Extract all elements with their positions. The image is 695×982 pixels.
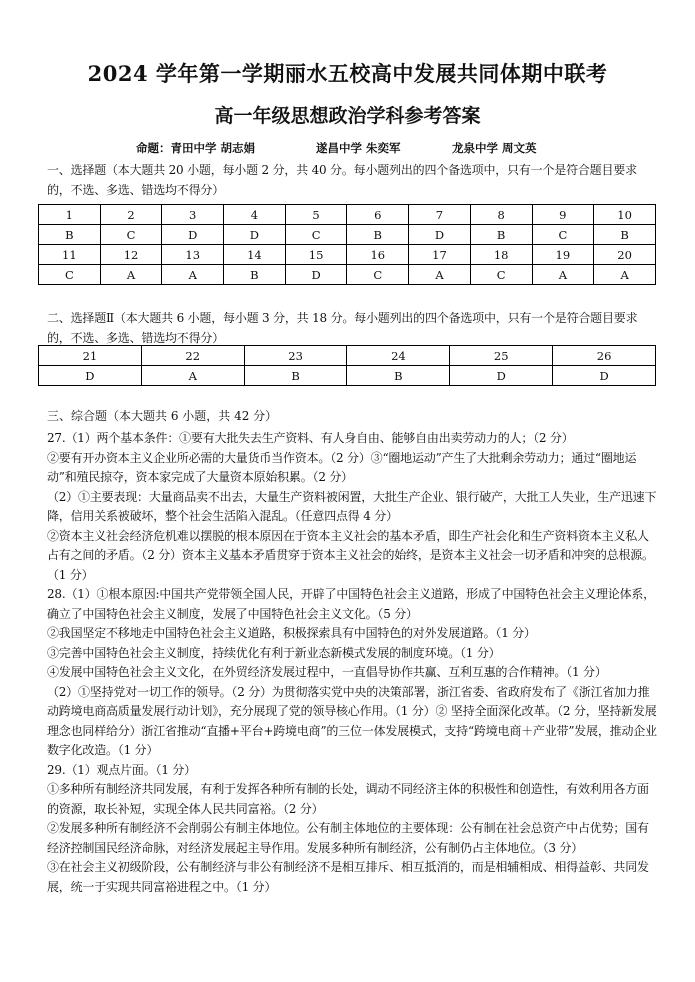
table-cell: 15 [285,245,347,265]
table-cell: 26 [553,346,656,366]
table-cell: D [39,366,142,386]
table-cell: C [39,265,101,285]
table-cell: C [347,265,409,285]
table-cell: B [347,366,450,386]
table-row [39,245,656,265]
answer-paragraph: ②要有开办资本主义企业所必需的大量货币当作资本。（2 分）③“圈地运动”产生了大批剩余劳动力；通过“圈地运动”和殖民掠夺，资本家完成了大量资本原始积累。（2 分） [47,450,637,484]
table-cell: 13 [162,245,224,265]
answer-key-subtitle: 高一年级思想政治学科参考答案 [214,105,481,127]
answer-paragraph: ③完善中国特色社会主义制度，持续优化有利于新业态新模式发展的制度环境。（1 分） [47,645,501,660]
table-cell: A [100,265,162,285]
table-row [39,366,656,386]
table-cell: 9 [532,205,594,225]
table-cell: 21 [39,346,142,366]
table-cell: 22 [141,346,244,366]
table-cell: B [470,225,532,245]
table-cell: 8 [470,205,532,225]
table-cell: 2 [100,205,162,225]
table-cell: 14 [224,245,286,265]
table-cell: 5 [285,205,347,225]
table-cell: C [532,225,594,245]
answer-paragraph: ②发展多种所有制经济不会削弱公有制主体地位。公有制主体地位的主要体现：公有制在社会总资产中占优势；国有经济控制国民经济命脉，对经济发展起主导作用。发展多种所有制经济，公有制仍占主体地位。（3 分） [47,821,649,855]
answer-paragraph: ①多种所有制经济共同发展，有利于发挥各种所有制的长处，调动不同经济主体的积极性和创造性，有效利用各方面的资源，取长补短，实现全体人民共同富裕。（2 分） [47,782,649,816]
answer-paragraph: ④发展中国特色社会主义文化，在外贸经济发展过程中，一直倡导协作共赢、互利互惠的合作精神。（1 分） [47,665,607,679]
table-cell: A [409,265,471,285]
table-cell: 24 [347,346,450,366]
table-cell: D [224,225,286,245]
table-cell: C [100,225,162,245]
author-3: 龙泉中学 周文英 [452,141,537,155]
table-cell: B [224,265,286,285]
table-cell: D [162,225,224,245]
answer-paragraph: （2）①主要表现：大量商品卖不出去，大量生产资料被闲置，大批生产企业、银行破产，大批工人失业，生产迅速下降，信用关系被破坏，整个社会生活陷入混乱。（任意四点得 4 分） [47,489,657,523]
table-cell: 1 [39,205,101,225]
table-row [39,346,656,366]
table-cell: 4 [224,205,286,225]
table-row [39,225,656,245]
answer-paragraph: ②我国坚定不移地走中国特色社会主义道路，积极探索具有中国特色的对外发展道路。（1 分） [47,626,536,640]
table-row [39,205,656,225]
section2-answer-table [38,345,656,386]
table-cell: 6 [347,205,409,225]
section3-heading: 三、综合题（本大题共 6 小题，共 42 分） [47,409,278,423]
answer-paragraph: 27.（1）两个基本条件：①要有大批失去生产资料、有人身自由、能够自由出卖劳动力的人；（2 分） [47,431,574,445]
table-cell: 17 [409,245,471,265]
table-cell: 16 [347,245,409,265]
section1-instructions: 一、选择题（本大题共 20 小题，每小题 2 分，共 40 分。每小题列出的四个备选项中，只有一个是符合题目要求的，不选、多选、错选均不得分） [47,163,637,197]
table-cell: 7 [409,205,471,225]
table-cell: 19 [532,245,594,265]
answer-paragraph: 28.（1）①根本原因:中国共产党带领全国人民，开辟了中国特色社会主义道路，形成了中国特色社会主义理论体系，确立了中国特色社会主义制度，发展了中国特色社会主义文化。（5 分） [47,587,655,621]
section1-answer-table [38,204,656,285]
table-cell: C [470,265,532,285]
table-cell: A [141,366,244,386]
table-cell: 12 [100,245,162,265]
table-cell: 10 [594,205,656,225]
answer-paragraph: 29.（1）观点片面。（1 分） [47,762,196,777]
answer-paragraph: （2）①坚持党对一切工作的领导。（2 分）为贯彻落实党中央的决策部署，浙江省委、省政府发布了《浙江省加力推动跨境电商高质量发展行动计划》，充分展现了党的领导核心作用。（1 分）② 坚持全面深化改革。（2 分，坚持新发展理念也同样给分）浙江省推动“直播+平台+跨境电商”的三位一体发展模式，支持“跨境电商＋产业带”发展，推动企业数字化改造。（1 分） [47,684,657,757]
table-cell: D [285,265,347,285]
section2-instructions: 二、选择题Ⅱ（本大题共 6 小题，每小题 3 分，共 18 分。每小题列出的四个备选项中，只有一个是符合题目要求的，不选、多选、错选均不得分） [47,311,638,345]
table-cell: D [409,225,471,245]
answer-paragraph: ③在社会主义初级阶段，公有制经济与非公有制经济不是相互排斥、相互抵消的，而是相辅相成、相得益彰、共同发展，统一于实现共同富裕进程之中。（1 分） [47,860,649,894]
table-cell: 11 [39,245,101,265]
table-cell: 3 [162,205,224,225]
table-row [39,265,656,285]
table-cell: 23 [244,346,347,366]
author-2: 遂昌中学 朱奕军 [316,141,401,155]
table-cell: A [594,265,656,285]
table-cell: 25 [450,346,553,366]
table-cell: 18 [470,245,532,265]
table-cell: C [285,225,347,245]
exam-title: 2024 学年第一学期丽水五校高中发展共同体期中联考 [87,61,608,86]
table-cell: D [553,366,656,386]
table-cell: B [39,225,101,245]
table-cell: B [347,225,409,245]
section3-answers [47,429,659,897]
table-cell: A [532,265,594,285]
table-cell: D [450,366,553,386]
table-cell: A [162,265,224,285]
table-cell: B [244,366,347,386]
table-cell: B [594,225,656,245]
table-cell: 20 [594,245,656,265]
answer-paragraph: ②资本主义社会经济危机难以摆脱的根本原因在于资本主义社会的基本矛盾，即生产社会化和生产资料资本主义私人占有之间的矛盾。（2 分）资本主义基本矛盾贯穿于资本主义社会的始终，是资本主义社会一切矛盾和冲突的总根源。（1 分） [47,528,654,582]
author-1: 命题：青田中学 胡志娟 [136,141,256,155]
